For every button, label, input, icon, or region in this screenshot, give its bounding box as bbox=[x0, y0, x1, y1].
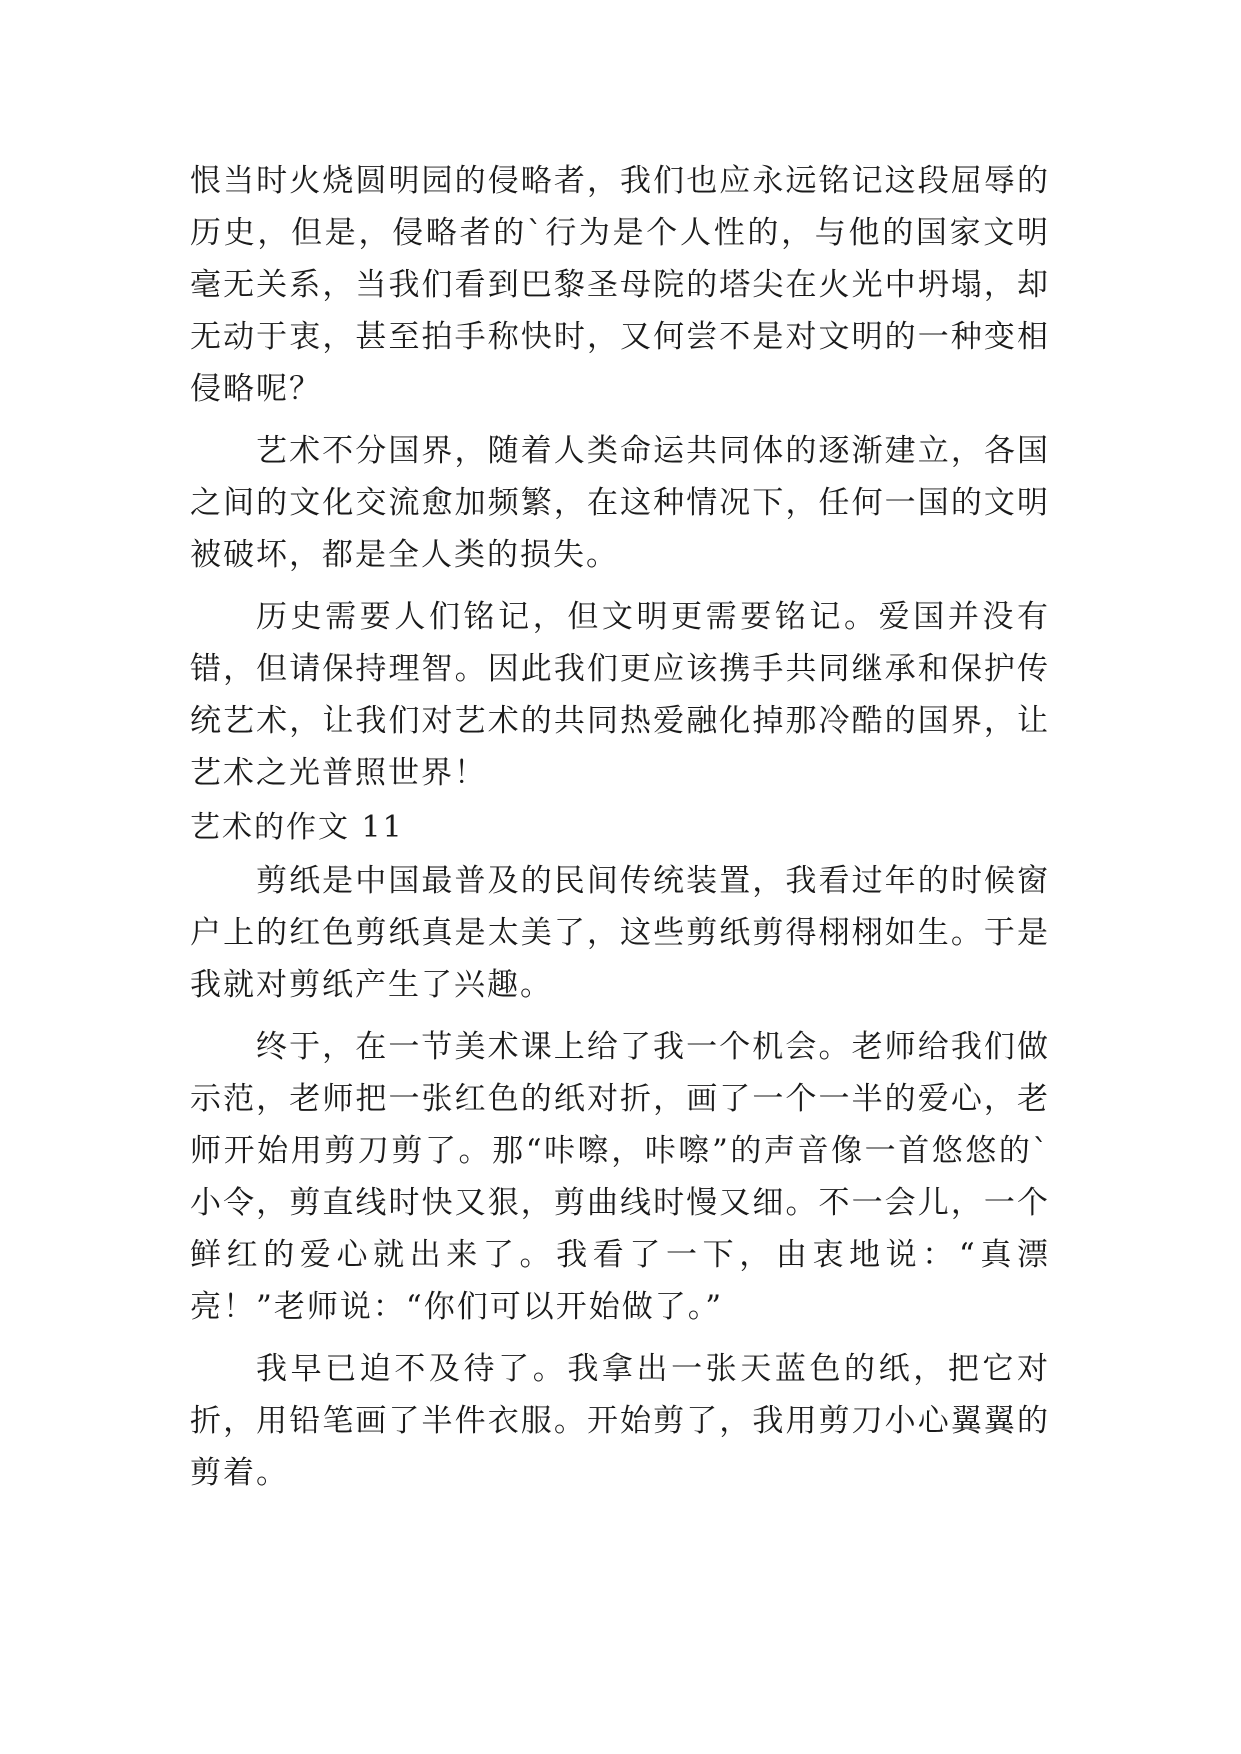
paragraph: 终于，在一节美术课上给了我一个机会。老师给我们做示范，老师把一张红色的纸对折，画了一个一半的爱心，老师开始用剪刀剪了。那“咔嚓，咔嚓”的声音像一首悠悠的`小令，剪直线时快又狠，剪曲线时慢又细。不一会儿，一个鲜红的爱心就出来了。我看了一下，由衷地说：“真漂亮！”老师说：“你们可以开始做了。” bbox=[190, 1029, 1050, 1325]
paragraph: 历史需要人们铭记，但文明更需要铭记。爱国并没有错，但请保持理智。因此我们更应该携手共同继承和保护传统艺术，让我们对艺术的共同热爱融化掉那冷酷的国界，让艺术之光普照世界！ bbox=[190, 599, 1050, 791]
paragraph: 剪纸是中国最普及的民间传统装置，我看过年的时候窗户上的红色剪纸真是太美了，这些剪纸剪得栩栩如生。于是我就对剪纸产生了兴趣。 bbox=[190, 863, 1050, 1003]
paragraph: 恨当时火烧圆明园的侵略者，我们也应永远铭记这段屈辱的历史，但是，侵略者的`行为是个人性的，与他的国家文明毫无关系，当我们看到巴黎圣母院的塔尖在火光中坍塌，却无动于衷，甚至拍手称快时，又何尝不是对文明的一种变相侵略呢？ bbox=[190, 163, 1050, 407]
document-body bbox=[190, 155, 1050, 1499]
paragraph: 艺术不分国界，随着人类命运共同体的逐渐建立，各国之间的文化交流愈加频繁，在这种情况下，任何一国的文明被破坏，都是全人类的损失。 bbox=[190, 433, 1050, 573]
section-heading: 艺术的作文 11 bbox=[190, 810, 404, 845]
paragraph: 我早已迫不及待了。我拿出一张天蓝色的纸，把它对折，用铅笔画了半件衣服。开始剪了，我用剪刀小心翼翼的剪着。 bbox=[190, 1351, 1050, 1491]
